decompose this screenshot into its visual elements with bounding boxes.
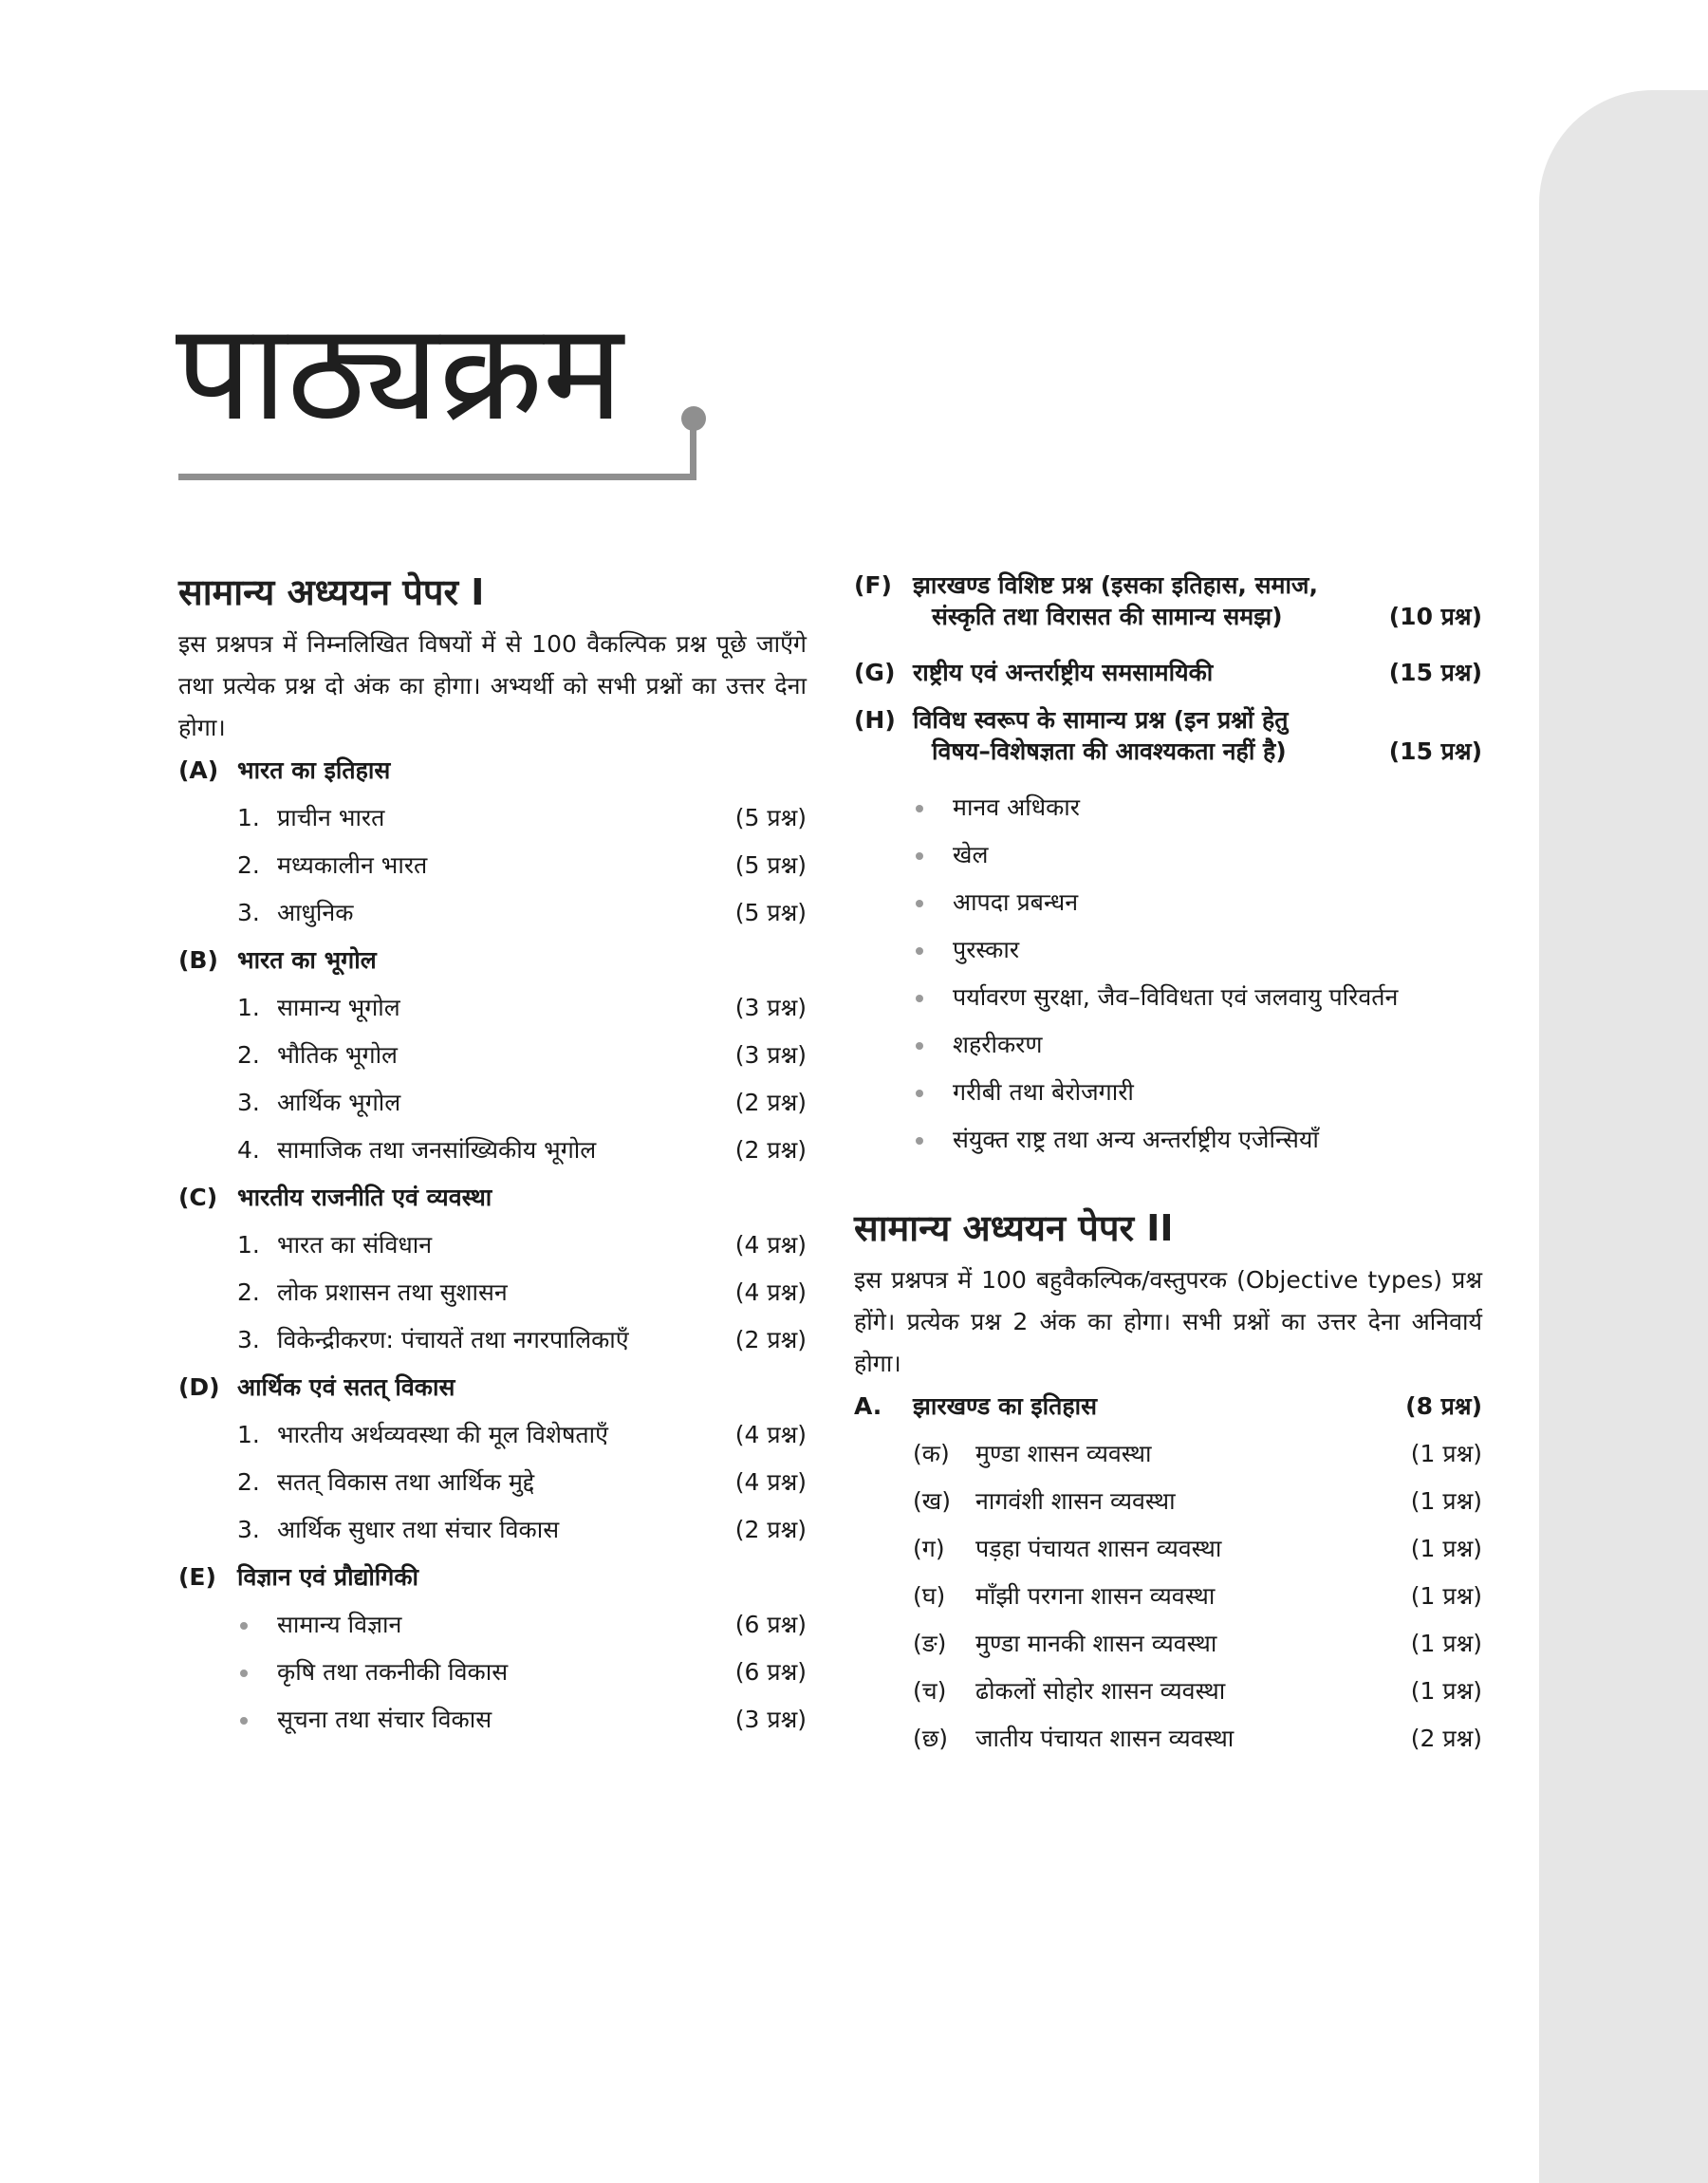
list-item [854,886,1482,934]
item-label: (घ) [913,1582,946,1611]
item-text: विकेन्द्रीकरण: पंचायतें तथा नगरपालिकाएँ [277,1326,629,1354]
item-text: पुरस्कार [953,936,1020,963]
item-label: (ग) [913,1535,945,1563]
list-item [178,1324,807,1371]
section-title-line2: संस्कृति तथा विरासत की सामान्य समझ) [932,603,1283,630]
item-number: 2. [237,1041,260,1070]
list-item [178,1277,807,1324]
item-count: (4 प्रश्न) [734,1421,807,1449]
item-text: शहरीकरण [953,1031,1043,1058]
paper2-heading: सामान्य अध्ययन पेपर II [854,1207,1174,1249]
item-count: (2 प्रश्न) [1410,1725,1482,1753]
item-count: (1 प्रश्न) [1410,1630,1482,1658]
list-item [178,1134,807,1182]
paper1-column [178,569,807,1751]
section-title: भारत का भूगोल [237,946,377,975]
list-item [178,1087,807,1134]
item-count: (4 प्रश्न) [734,1468,807,1497]
list-item [178,849,807,897]
item-label: (छ) [913,1725,949,1753]
item-text: आर्थिक भूगोल [277,1089,401,1117]
item-count: (5 प्रश्न) [734,804,807,832]
section-label: (B) [178,946,218,975]
item-count: (1 प्रश्न) [1410,1440,1482,1468]
item-number: 2. [237,851,260,880]
section-label: (D) [178,1373,220,1402]
paper2-intro: इस प्रश्नपत्र में 100 बहुवैकल्पिक/वस्तुपरक (Objective types) प्रश्न होंगे। प्रत्येक प्रश्न 2 अंक का होगा। सभी प्रश्नों का उत्तर देना अनिवार्य होगा। [854,1266,1482,1378]
list-item [854,1723,1482,1770]
section-count: (15 प्रश्न) [1388,659,1482,686]
item-text: सामान्य विज्ञान [277,1611,402,1639]
item-count: (6 प्रश्न) [734,1611,807,1639]
list-item [854,792,1482,839]
item-number: 2. [237,1468,260,1497]
paper1-intro: इस प्रश्नपत्र में निम्नलिखित विषयों में से 100 वैकल्पिक प्रश्न पूछे जाएँगे तथा प्रत्येक प्रश्न दो अंक का होगा। अभ्यर्थी को सभी प्रश्नों का उत्तर देना होगा। [178,630,807,742]
item-number: 3. [237,1516,260,1544]
section-title-line2: विषय–विशेषज्ञता की आवश्यकता नहीं है) [932,737,1287,765]
list-item [178,1656,807,1704]
list-item [178,1039,807,1087]
title-underline-connector [690,429,696,480]
item-text: ढोकलों सोहोर शासन व्यवस्था [975,1677,1226,1706]
list-item [178,992,807,1039]
item-number: 2. [237,1278,260,1307]
item-text: माँझी परगना शासन व्यवस्था [975,1582,1216,1611]
item-text: कृषि तथा तकनीकी विकास [277,1658,509,1687]
list-item [178,1609,807,1656]
list-item [854,934,1482,981]
item-text: आधुनिक [277,899,354,927]
list-item [854,1580,1482,1628]
list-item [854,1438,1482,1485]
item-text: जातीय पंचायत शासन व्यवस्था [975,1725,1235,1753]
section-d-header [178,1371,807,1419]
paper2-section-a-header [854,1390,1482,1438]
item-text: लोक प्रशासन तथा सुशासन [277,1278,508,1307]
item-label: (ङ) [913,1630,947,1658]
item-text: भारत का संविधान [277,1231,433,1259]
paper1-heading: सामान्य अध्ययन पेपर I [178,571,485,613]
section-title: भारतीय राजनीति एवं व्यवस्था [237,1184,492,1212]
item-count: (3 प्रश्न) [734,1706,807,1734]
list-item [854,1628,1482,1675]
section-e-header [178,1561,807,1609]
list-item [854,839,1482,886]
item-text: आपदा प्रबन्धन [953,888,1079,916]
item-count: (5 प्रश्न) [734,899,807,927]
item-number: 4. [237,1136,260,1165]
section-label: (H) [854,706,896,734]
list-item [178,1466,807,1514]
item-text: प्राचीन भारत [277,804,385,832]
paper1-column-continued [854,569,1482,1171]
section-title-line1: झारखण्ड विशिष्ट प्रश्न (इसका इतिहास, समाज, [913,571,1318,599]
section-title: भारत का इतिहास [237,756,391,785]
item-count: (2 प्रश्न) [734,1326,807,1354]
item-count: (6 प्रश्न) [734,1658,807,1687]
item-text: मध्यकालीन भारत [277,851,428,880]
list-item [178,1419,807,1466]
section-title: आर्थिक एवं सतत् विकास [237,1373,455,1402]
item-count: (2 प्रश्न) [734,1089,807,1117]
list-item [854,1124,1482,1171]
item-text: संयुक्त राष्ट्र तथा अन्य अन्तर्राष्ट्रीय एजेन्सियाँ [953,1126,1319,1153]
section-count: (15 प्रश्न) [1388,737,1482,765]
item-label: (क) [913,1440,950,1468]
section-label: (C) [178,1184,218,1212]
section-label: (F) [854,571,892,599]
section-label: (G) [854,659,896,686]
item-text: खेल [953,841,989,868]
item-text: आर्थिक सुधार तथा संचार विकास [277,1516,560,1544]
item-count: (1 प्रश्न) [1410,1535,1482,1563]
item-count: (4 प्रश्न) [734,1231,807,1259]
item-number: 1. [237,1231,260,1259]
item-count: (2 प्रश्न) [734,1136,807,1165]
title-dot [681,406,706,431]
item-count: (3 प्रश्न) [734,994,807,1022]
list-item [854,1675,1482,1723]
section-label: (E) [178,1563,216,1592]
list-item [854,1076,1482,1124]
item-text: पर्यावरण सुरक्षा, जैव–विविधता एवं जलवायु परिवर्तन [953,983,1399,1011]
list-item [854,1533,1482,1580]
list-item [178,1514,807,1561]
item-count: (4 प्रश्न) [734,1278,807,1307]
item-text: नागवंशी शासन व्यवस्था [975,1487,1176,1516]
list-item [854,1029,1482,1076]
item-number: 1. [237,1421,260,1449]
section-label: A. [854,1392,882,1421]
section-count: (8 प्रश्न) [1405,1392,1482,1421]
item-number: 3. [237,1089,260,1117]
list-item [178,897,807,944]
item-text: मुण्डा मानकी शासन व्यवस्था [975,1630,1217,1658]
section-title: राष्ट्रीय एवं अन्तर्राष्ट्रीय समसामयिकी [913,659,1214,686]
item-text: सतत् विकास तथा आर्थिक मुद्दे [277,1468,535,1497]
list-item [854,981,1482,1029]
section-title [913,704,1482,767]
item-count: (3 प्रश्न) [734,1041,807,1070]
section-count: (10 प्रश्न) [1388,603,1482,630]
list-item [178,1704,807,1751]
section-title: झारखण्ड का इतिहास [913,1392,1098,1421]
section-h-header [854,704,1482,792]
item-text: सूचना तथा संचार विकास [277,1706,492,1734]
section-c-header [178,1182,807,1229]
section-label: (A) [178,756,219,785]
section-b-header [178,944,807,992]
item-text: मुण्डा शासन व्यवस्था [975,1440,1152,1468]
section-g-header [854,657,1482,704]
item-text: भौतिक भूगोल [277,1041,398,1070]
item-label: (च) [913,1677,947,1706]
item-text: मानव अधिकार [953,793,1080,821]
item-text: सामाजिक तथा जनसांख्यिकीय भूगोल [277,1136,597,1165]
item-number: 3. [237,899,260,927]
item-count: (2 प्रश्न) [734,1516,807,1544]
list-item [854,1485,1482,1533]
item-text: गरीबी तथा बेरोजगारी [953,1078,1134,1106]
item-count: (1 प्रश्न) [1410,1677,1482,1706]
title-underline [178,474,696,480]
list-item [178,1229,807,1277]
paper2-column [854,1205,1482,1770]
side-tab-decoration [1539,90,1708,2183]
item-text: भारतीय अर्थव्यवस्था की मूल विशेषताएँ [277,1421,608,1449]
item-count: (1 प्रश्न) [1410,1487,1482,1516]
list-item [178,802,807,849]
section-title: विज्ञान एवं प्रौद्योगिकी [237,1563,419,1592]
page-title: पाठ्यक्रम [176,294,623,451]
item-count: (5 प्रश्न) [734,851,807,880]
section-a-header [178,755,807,802]
section-title [913,569,1482,632]
item-label: (ख) [913,1487,951,1516]
item-number: 1. [237,804,260,832]
item-number: 3. [237,1326,260,1354]
item-count: (1 प्रश्न) [1410,1582,1482,1611]
item-text: सामान्य भूगोल [277,994,400,1022]
item-text: पड़हा पंचायत शासन व्यवस्था [975,1535,1222,1563]
item-number: 1. [237,994,260,1022]
section-f-header [854,569,1482,657]
section-title-line1: विविध स्वरूप के सामान्य प्रश्न (इन प्रश्नों हेतु [913,706,1289,734]
